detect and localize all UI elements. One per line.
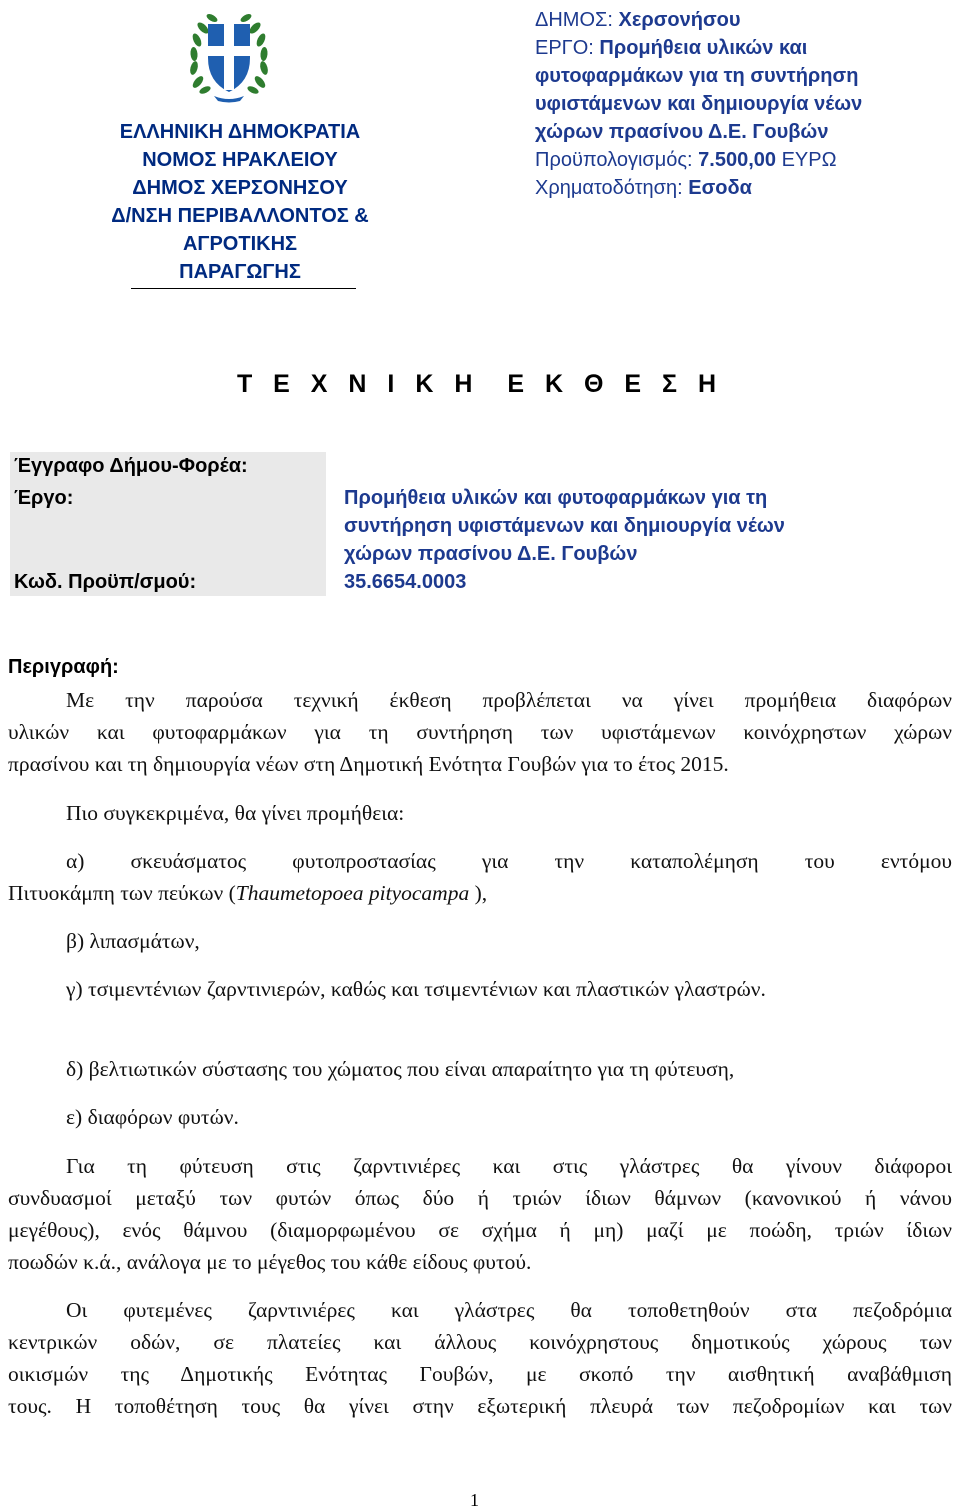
budget-value: 7.500,00: [698, 149, 777, 171]
item-a: [8, 845, 952, 909]
paragraph-line: πρασίνου και τη δημιουργία νέων στη Δημοτική Ενότητα Γουβών για το έτος 2015.: [8, 752, 729, 776]
authority-line: Δ/ΝΣΗ ΠΕΡΙΒΑΛΛΟΝΤΟΣ & ΑΓΡΟΤΙΚΗΣ: [111, 205, 369, 255]
work-value-line: Προμήθεια υλικών και: [599, 37, 808, 59]
info-work-value-line: χώρων πρασίνου Δ.Ε. Γουβών: [344, 543, 638, 565]
paragraph-line: Για τη φύτευση στις ζαρντινιέρες και στις γλάστρες θα γίνουν διάφοροι: [66, 1154, 952, 1178]
municipality-row: [535, 6, 955, 34]
budget-code-label: Κωδ. Προϋπ/σμού:: [14, 571, 197, 593]
work-label: ΕΡΓΟ:: [535, 37, 594, 59]
paragraph-line: Με την παρούσα τεχνική έκθεση προβλέπεται να γίνει προμήθεια διαφόρων: [66, 688, 952, 712]
authority-divider: [131, 288, 356, 289]
paragraph-line: κεντρικών οδών, σε πλατείες και άλλους κοινόχρηστους δημοτικούς χώρους των: [8, 1330, 952, 1354]
report-title: [0, 370, 960, 399]
latin-species-name: Thaumetopoea pityocampa: [235, 881, 470, 905]
item-a-line: [8, 877, 952, 909]
paragraph-line: τους. Η τοποθέτηση τους θα γίνει στην εξωτερική πλευρά των πεζοδρομίων και των: [8, 1394, 952, 1418]
paragraph-line: οικισμών της Δημοτικής Ενότητας Γουβών, με σκοπό την αισθητική αναβάθμιση: [8, 1362, 952, 1386]
document-label: Έγγραφο Δήμου-Φορέα:: [14, 455, 248, 477]
item-d: δ) βελτιωτικών σύστασης του χώματος που είναι απαραίτητο για τη φύτευση,: [66, 1057, 735, 1081]
funding-label: Χρηματοδότηση:: [535, 177, 683, 199]
report-title-word: Ε Κ Θ Ε Σ Η: [507, 370, 724, 398]
item-c: γ) τσιμεντένιων ζαρντινιερών, καθώς και τσιμεντένιων και πλαστικών γλαστρών.: [66, 977, 766, 1001]
page-number: 1: [470, 1490, 479, 1510]
paragraph-line: υλικών και φυτοφαρμάκων για τη συντήρηση των υφιστάμενων κοινόχρηστων χώρων: [8, 720, 952, 744]
item-a-line: α) σκευάσματος φυτοπροστασίας για την καταπολέμηση του εντόμου: [66, 849, 952, 873]
work-row: [535, 34, 955, 62]
info-work-value-line: Προμήθεια υλικών και φυτοφαρμάκων για τη: [344, 487, 768, 509]
budget-row: [535, 146, 955, 174]
paragraph-line: Οι φυτεμένες ζαρντινιέρες και γλάστρες θα τοποθετηθούν στα πεζοδρόμια: [66, 1298, 952, 1322]
description-heading: Περιγραφή:: [8, 656, 119, 678]
paragraph-line: συνδυασμοί μεταξύ των φυτών όπως δύο ή τριών ίδιων θάμνων (κανονικού ή νάνου: [8, 1186, 952, 1210]
issuing-authority: [80, 118, 400, 286]
item-e: ε) διαφόρων φυτών.: [66, 1105, 239, 1129]
paragraph-line: μεγέθους), ενός θάμνου (διαμορφωμένου σε σχήμα ή μη) μαζί με ποώδη, τριών ίδιων: [8, 1218, 952, 1242]
report-title-word: Τ Ε Χ Ν Ι Κ Η: [236, 370, 480, 398]
authority-line: ΠΑΡΑΓΩΓΗΣ: [179, 261, 301, 283]
paragraph-line: ποωδών κ.ά., ανάλογα με το μέγεθος του κάθε είδους φυτού.: [8, 1250, 532, 1274]
municipality-label: ΔΗΜΟΣ:: [535, 9, 613, 31]
work-value-line: χώρων πρασίνου Δ.Ε. Γουβών: [535, 121, 829, 143]
authority-line: ΝΟΜΟΣ ΗΡΑΚΛΕΙΟΥ: [142, 149, 338, 171]
budget-code-value: 35.6654.0003: [344, 571, 467, 593]
project-summary: [535, 6, 955, 202]
municipality-value: Χερσονήσου: [618, 9, 741, 31]
item-a-text: ),: [469, 881, 488, 905]
info-work-value-line: συντήρηση υφιστάμενων και δημιουργία νέων: [344, 515, 785, 537]
info-work-label: Έργο:: [14, 487, 74, 509]
authority-line: ΔΗΜΟΣ ΧΕΡΣΟΝΗΣΟΥ: [132, 177, 348, 199]
work-value-line: υφιστάμενων και δημιουργία νέων: [535, 93, 863, 115]
item-b: β) λιπασμάτων,: [66, 929, 200, 953]
greek-coat-of-arms-icon: [186, 4, 272, 104]
funding-value: Εσοδα: [688, 177, 752, 199]
funding-row: [535, 174, 955, 202]
placement-paragraph: [8, 1294, 952, 1422]
authority-line: ΕΛΛΗΝΙΚΗ ΔΗΜΟΚΡΑΤΙΑ: [119, 121, 361, 143]
planting-paragraph: [8, 1150, 952, 1278]
item-a-text: Πιτυοκάμπη των πεύκων (: [8, 881, 236, 905]
budget-currency: ΕΥΡΩ: [781, 149, 837, 171]
budget-label: Προϋπολογισμός:: [535, 149, 693, 171]
work-value-line: φυτοφαρμάκων για τη συντήρηση: [535, 65, 859, 87]
specifically-line: Πιο συγκεκριμένα, θα γίνει προμήθεια:: [66, 801, 405, 825]
intro-paragraph: [8, 684, 952, 780]
